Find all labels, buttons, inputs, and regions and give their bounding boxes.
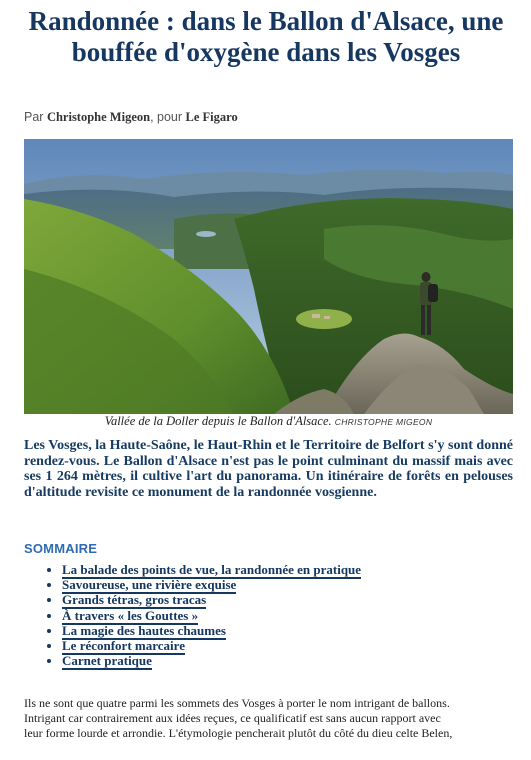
- author-link[interactable]: Christophe Migeon: [46, 110, 151, 124]
- summary-link-carnet[interactable]: Carnet pratique: [62, 653, 152, 669]
- byline: [24, 110, 238, 125]
- summary-link-reconfort[interactable]: Le réconfort marcaire: [62, 638, 185, 654]
- summary-item: [62, 638, 361, 653]
- summary-item: [62, 562, 361, 577]
- article-title: Randonnée : dans le Ballon d'Alsace, une bouffée d'oxygène dans les Vosges: [28, 6, 504, 67]
- body-line: Ils ne sont que quatre parmi les sommets des Vosges à porter le nom intrigant de ballons.: [24, 696, 450, 710]
- caption-text: Vallée de la Doller depuis le Ballon d'Alsace.: [104, 414, 332, 428]
- summary-item: [62, 653, 361, 668]
- summary-item: [62, 592, 361, 607]
- summary-link-chaumes[interactable]: La magie des hautes chaumes: [62, 622, 226, 638]
- photo-caption: [24, 414, 513, 429]
- summary-link-gouttes[interactable]: À travers « les Gouttes »: [62, 607, 199, 623]
- landscape-illustration: [24, 139, 513, 414]
- body-line: Intrigant car contrairement aux idées reçues, ce qualificatif est sans aucun rapport avec: [24, 711, 441, 725]
- article-photo: [24, 139, 513, 414]
- summary-link-balade[interactable]: La balade des points de vue, la randonnée en pratique: [62, 562, 362, 577]
- summary-item: [62, 577, 361, 592]
- summary-list: [40, 562, 361, 668]
- byline-separator: , pour: [150, 110, 183, 124]
- article-body: [24, 696, 518, 741]
- publication-name: Le Figaro: [185, 110, 238, 124]
- summary-item: [62, 623, 361, 638]
- byline-prefix: Par: [24, 110, 44, 124]
- body-line: leur forme lourde et arrondie. L'étymologie pencherait plutôt du côté du dieu celte Belen,: [24, 726, 453, 740]
- summary-item: [62, 608, 361, 623]
- article-lead: Les Vosges, la Haute-Saône, le Haut-Rhin et le Territoire de Belfort s'y sont donné rendez-vous. Le Ballon d'Alsace n'est pas le point culminant du massif mais avec ses 1 264 mètres, il cultive l'art du panorama. Un itinéraire de forêts en pelouses d'altitude revisite ce monument de la randonnée vosgienne.: [24, 438, 513, 500]
- summary-link-savoureuse[interactable]: Savoureuse, une rivière exquise: [62, 577, 237, 593]
- summary-heading: SOMMAIRE: [24, 541, 98, 556]
- photo-credit: CHRISTOPHE MIGEON: [334, 417, 433, 427]
- summary-link-tetras[interactable]: Grands tétras, gros tracas: [62, 592, 207, 608]
